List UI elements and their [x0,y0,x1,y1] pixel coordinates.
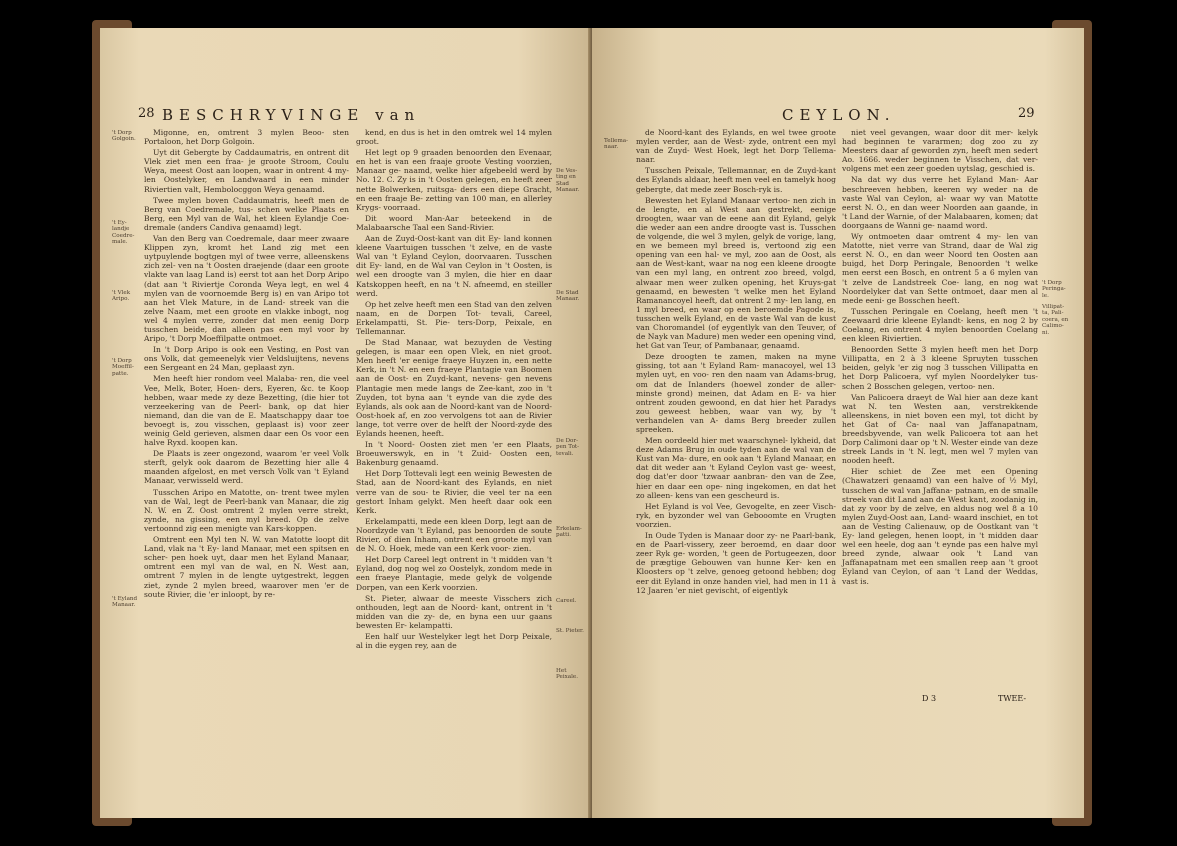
margin-note: De Stad Manaar. [556,290,580,303]
paragraph: De Stad Manaar, wat bezuyden de Vesting gelegen, is maar een open Vlek, en niet groot. Men heeft 'er eenige fraeye Huyzen in, een nette Kerk, in 't N. en een fraeye Plantagie van Boomen aan de Oost- en Zuyd-kant, nevens- gen nevens Plantagie men mede langs de Zee-kant, zoo in 't Zuyden, tot byna aan 't eynde van die zyde des Eylands, als ook aan de Noord-kant van de Noord- Oost-hoek af, en zoo vervolgens tot aan de Rivier lange, tot verre over de helft der Noord-zyde des Eylands heenen, heeft. [356,338,552,438]
paragraph: Tusschen Peringale en Coelang, heeft men 't Zeewaard drie kleene Eylandt- kens, en nog 2 by Coelang, en ontrent 4 mylen benoorden Coelang een kleen Riviertien. [842,306,1038,344]
paragraph: niet veel gevangen, waar door dit mer- kelyk had beginnen te vararmen; dog zoo zu zy Meesters daar af geworden zyn, heeft men sedert Ao. 1666. weder beginnen te Visschen, dat ver- volgens met een zeer goeden uytslag, geschied is. [842,128,1038,174]
page-number: 28 [138,106,155,121]
paragraph: Deze droogten te zamen, maken na myne gissing, tot aan 't Eyland Ram- manacoyel, wel 13 mylen uyt, en voo- ren den naam van Adams-brug, om dat de Inlanders (hoewel zonder de aller- minste grond) meinen, dat Adam en E- va hier ontrent zouden gewoond, en dat hier het Paradys zou geweest hebben, waar van wy, by 't verhandelen van A- dams Berg breeder zullen spreeken. [636,352,836,434]
paragraph: Van den Berg van Coedremale, daar meer zwaare Klippen zyn, kromt het Land zig met een uytpuylende bogtgen myl of twee verre, alleenskens zich zel- ven na 't Oosten draejende (daar een groote vlakte van laag Land is) eerst tot aan het Dorp Aripo (dat aan 't Riviertje Coronda Weya legt, en wel 4 mylen van de voornoemde Berg is) en van Aripo tot aan het Vlek Mature, in de Land- streek van die zelve Naam, met een groote en vlakke inbogt, nog wel 4 mylen verre, zonder dat men eenig Dorp tusschen beide, dan alleen pas een myl voor by Aripo, 't Dorp Moeffilpatte ontmoet. [144,234,349,344]
paragraph: In 't Dorp Aripo is ook een Vesting, en Post van ons Volk, dat gemeenelyk vier Veldsluijtens, nevens een Sergeant en 24 Man, geplaast zyn. [144,345,349,373]
margin-note: Careel. [556,598,577,604]
paragraph: Na dat wy dus verre het Eyland Man- Aar beschreeven hebben, keeren wy weder na de vaste Wal van Ceylon, al- waar wy van Matotte eerst N. O., en dan weer Noorden aan gaande, in 't Land der Warnie, of der Malabaaren, komen; dat doorgaans de Wanni ge- naamd word. [842,175,1039,230]
text-column-1 [636,128,836,597]
running-head: BESCHRYVINGE van [162,106,421,124]
margin-note: 't Dorp Golgoin. [112,130,136,143]
margin-note: Erkelam- patti. [556,526,582,539]
paragraph: Van Palicoera draeyt de Wal hier aan deze kant wat N. ten Westen aan, verstrekkende alleenskens, in niet boven een myl, tot dicht by het Gat of Ca- naal van Jaffanapatnam, breedsbyvende, van welk Palicoera tot aan het Dorp Calimoni daar op 't N. Wester einde van deze streek Lands in 't N. legt, men wel 7 mylen van nooden heeft. [842,392,1038,466]
paragraph: Hier schiet de Zee met een Opening (Chawatzeri genaamd) van een halve of ½ Myl, tusschen de wal van Jaffana- patnam, en de smalle streek van dit Land aan de West kant, zoodanig in, dat zy voor by de zelve, en aldus nog wel 8 a 10 mylen Zuyd-Oost aan, Land- waard inschiet, en tot aan de Vesting Calienauw, op de Oostkant van 't Ey- land gelegen, henen loopt, in 't midden daar wel een heele, dog aan 't eynde pas een halve myl breed zynde, alwaar ook 't Land van Jaffanapatnam met een smallen reep aan 't groot Eyland van Ceylon, of aan 't Land der Weddas, vast is. [842,467,1038,586]
running-head: CEYLON. [782,106,896,124]
margin-note: 't Vlek Aripo. [112,290,131,303]
paragraph: De Plaats is zeer ongezond, waarom 'er veel Volk sterft, gelyk ook daarom de Bezetting hier alle 4 maanden afgelost, en met versch Volk van 't Eyland Manaar, verwisseld werd. [144,449,349,486]
paragraph: Men oordeeld hier met waarschynel- lykheid, dat deze Adams Brug in oude tyden aan de wal van de Kust van Ma- dure, en ook aan 't Eyland Manaar, en dat dit weder aan 't Eyland Ceylon vast ge- weest, dog dat'er door 'tzwaar aanbran- den van de Zee, hier en daar een ope- ning ingekomen, en dat het zo alleen- kens van een gescheurd is. [636,436,836,500]
margin-note: De Dor- pen Tot- tevali. [556,438,580,457]
paragraph: Dit woord Man-Aar beteekend in de Malabaarsche Taal een Sand-Rivier. [356,213,552,232]
paragraph: Uyt dit Gebergte by Caddaumatris, en ontrent dit Vlek ziet men een fraa- je groote Stroom, Coulu Weya, meest Oost aan loopen, waar in ontrent 4 my- len Oostelyker, en Landwaard in een minder Riviertien valt, Hembolocggon Weya genaamd. [144,148,349,194]
paragraph: Tusschen Peixale, Tellemannar, en de Zuyd-kant des Eylands aldaar, heeft men veel en tamelyk hoog gebergte, dat mede zeer Bosch-ryk is. [636,166,836,194]
paragraph: Tusschen Aripo en Matotte, on- trent twee mylen van de Wal, legt de Peerl-bank van Manaar, die zig N. W. en Z. Oost omtrent 2 mylen verre strekt, zynde, na gissing, een myl breed. Op de zelve vertoonnd zig een menigte van Kars-koppen. [144,487,349,533]
paragraph: Twee mylen boven Caddaumatris, heeft men de Berg van Coedremale, tus- schen welke Plaats en Berg, een Myl van de Wal, het kleen Eylandje Coe- dremale (anders Candiva genaamd) legt. [144,195,349,232]
paragraph: Het Dorp Careel legt ontrent in 't midden van 't Eyland, dog nog wel zo Oostelyk, zondom mede in een fraeye Plantagie, mede gelyk de volgende Dorpen, van een Kerk voorzien. [356,555,552,592]
right-page [592,28,1084,818]
paragraph: St. Pieter, alwaar de meeste Visschers zich onthouden, legt aan de Noord- kant, ontrent in 't midden van die zy- de, en byna een uur gaans bewesten Er- kelampatti. [356,593,552,630]
paragraph: In Oude Tyden is Manaar door zy- ne Paarl-bank, en de Paarl-vissery, zeer beroemd, en daar door zeer Ryk ge- worden, 't geen de Portugeezen, door de prægtige Gebouwen van hunne Ker- ken en Kloosters op 't zelve, genoeg getoond hebben; dog eer dit Eyland in onze handen viel, had men in 11 à 12 Jaaren 'er niet gevischt, of eigentlyk [636,531,836,595]
margin-note: St. Pieter. [556,628,584,634]
text-column-2 [356,128,552,652]
page-number: 29 [1018,106,1035,121]
paragraph: In 't Noord- Oosten ziet men 'er een Plaats, Broeuwerswyk, en in 't Zuid- Oosten een, Bakenburg genaamd. [356,440,552,468]
paragraph: Het Eyland is vol Vee, Gevogelte, en zeer Visch-ryk, en byzonder wel van Gebooomte en Vrugten voorzien. [636,501,836,529]
paragraph: Het legt op 9 graaden benoorden den Evenaar, en het is van een fraaje groote Vesting voorzien, Manaar ge- naamd, welke hier afgebeeld werd by No. 12. C. Zy is in 't Oosten gelegen, en heeft zeer nette Bolwerken, ruitsga- ders een diepe Gracht, en een fraaje Be- zetting van 100 man, en allerley Krygs- voorraad. [356,148,552,212]
paragraph: Omtrent een Myl ten N. W. van Matotte loopt dit Land, vlak na 't Ey- land Manaar, met een spitsen en scher- pen hoek uyt, daar men het Eyland Manaar, omtrent een myl van de wal, en N. West aan, omtrent 7 mylen in de lengte uytgestrekt, leggen ziet, zynde 2 mylen breed, waarover men 'er de soute Rivier, die 'er inloopt, by re- [144,535,349,599]
text-column-2 [842,128,1038,588]
margin-note: 't Dorp Peringa- le. [1042,280,1066,299]
paragraph: de Noord-kant des Eylands, en wel twee groote mylen verder, aan de West- zyde, ontrent een myl van de Zuyd- West Hoek, legt het Dorp Tellema- naar. [636,128,836,165]
paragraph: Migonne, en, omtrent 3 mylen Beoo- sten Portaloon, het Dorp Golgoin. [144,128,349,147]
paragraph: Op het zelve heeft men een Stad van den zelven naam, en de Dorpen Tot- tevali, Careel, Erkelampatti, St. Pie- ters-Dorp, Peixale, en Tellemannar. [356,299,552,336]
paragraph: Bewesten het Eyland Manaar vertoo- nen zich in de lengte, en al West aan gestrekt, eenige droogten, waar van de eene aan dit Eyland, gelyk die weder aan een andre droogte vast is. Tusschen de volgende, die wel 3 mylen, gelyk de vorige, lang, en we bemeen myl breed is, vertoond zig een opening van een hal- ve myl, zoo aan de Oost, als aan de West-kant, waar na nog een kleene droogte van een myl lang, en ontrent zoo breed, volgd, alwaar men weer zulken opening, het Kruys-gat genaamd, en bewesten 't welke men het Eyland Ramanancoyel heeft, dat ontrent 2 my- len lang, en 1 myl breed, en waar op een beroemde Pagode is, tusschen welk Eyland, en de vaste Wal van de kust van Choromandel (of eygentlyk van den Teuver, of de Nayk van Madure) men weder een opening vind, het Gat van Teur, of Pambanaar, genaamd. [636,195,836,351]
margin-note: 't Dorp Moeffil- patte. [112,358,134,377]
margin-note: Het Peixale. [556,668,578,681]
signature-mark: D 3 [922,694,937,703]
paragraph: Benoorden Sette 3 mylen heeft men het Dorp Villipatta, en 2 à 3 kleene Spruyten tusschen beiden, gelyk 'er zig nog 3 tusschen Villipatta en het Dorp Palicoera, vyf mylen Noordelyker tus- schen 2 Bosschen gelegen, vertoo- nen. [842,345,1038,391]
margin-note: De Ves- ting en Stad Manaar. [556,168,580,194]
open-book [92,10,1092,836]
paragraph: kend, en dus is het in den omtrek wel 14 mylen groot. [356,128,552,147]
text-column-1 [144,128,349,601]
margin-note: Tellema- naar. [604,138,629,151]
catchword: TWEE- [998,694,1027,703]
paragraph: Een half uur Westelyker legt het Dorp Peixale, al in die eygen rey, aan de [356,631,552,651]
left-page [100,28,592,818]
paragraph: Wy ontmoeten daar omtrent 4 my- len van Matotte, niet verre van Strand, daar de Wal zig eerst N. O., en dan weer Noord ten Oosten aan buigd, het Dorp Peringale, Benoorden 't welke men eerst een Bosch, en ontrent 5 a 6 mylen van 't zelve de Landstreek Coe- lang, en nog wat Noordelyker dat van Sette ontmoet, daar men al mede eeni- ge Bosschen heeft. [842,232,1038,305]
paragraph: Men heeft hier rondom veel Malaba- ren, die veel Vee, Melk, Boter, Hoen- ders, Eyeren, &c. te Koop hebben, waar mede zy deze Bezetting, (die hier tot verzeekering van de Peerl- bank, op dat hier niemand, dan die van de E. Maatschappy daar toe bevoegt is, zou visschen, geplaast is) voor zeer weinig Geld gerieven, alsmen daar een Os voor een halve Ryxd. koopen kan. [144,374,349,448]
margin-note: 't Eyland Manaar. [112,596,138,609]
paragraph: Het Dorp Tottevali legt een weinig Bewesten de Stad, aan de Noord-kant des Eylands, en niet verre van de sou- te Rivier, die veel ter na een gestort Inham gelykt. Men heeft daar ook een Kerk. [356,469,552,515]
margin-note: 't Ey- landje Coedre- male. [112,220,135,246]
paragraph: Aan de Zuyd-Oost-kant van dit Ey- land konnen kleene Vaartuigen tusschen 't zelve, en de vaste Wal van 't Eyland Ceylon, doorvaaren. Tusschen dit Ey- land, en de Wal van Ceylon in 't Oosten, is wel een droogte van 3 mylen, die hier en daar Katskoppen heeft, en na 't N. afneemd, en steiller werd. [356,234,552,298]
margin-note: Villipat- ta, Pali- coera, en Calimo- ni. [1042,304,1069,336]
paragraph: Erkelampatti, mede een kleen Dorp, legt aan de Noordzyde van 't Eyland, pas benoorden de soute Rivier, of dien Inham, ontrent een groote myl van de N. O. Hoek, mede van een Kerk voor- zien. [356,516,552,554]
